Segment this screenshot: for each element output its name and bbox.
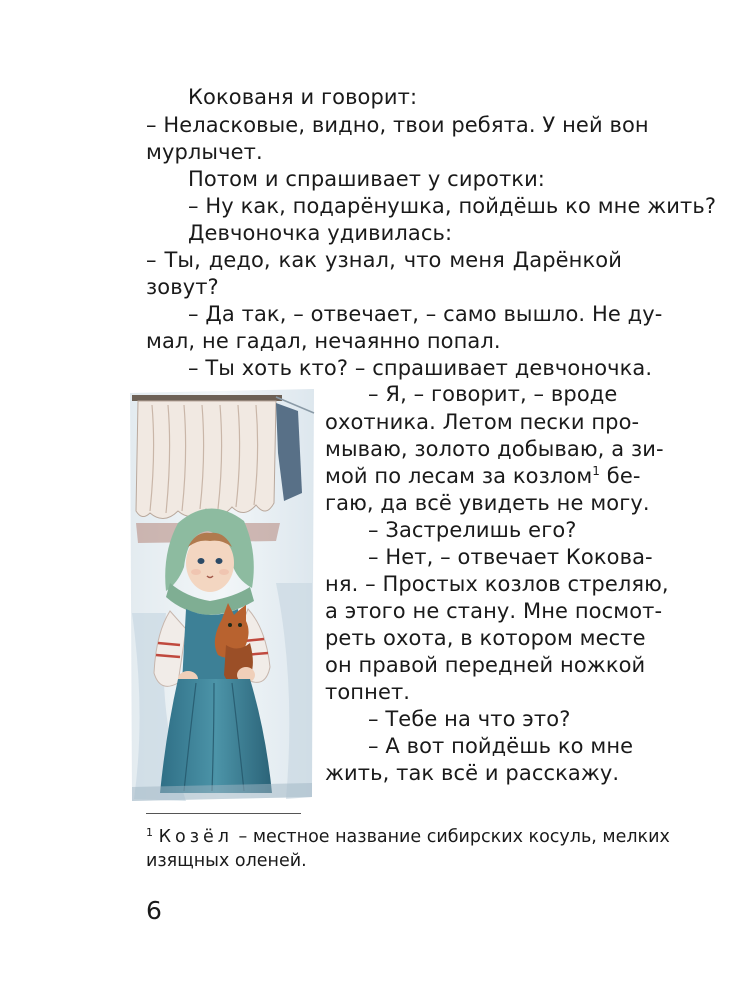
text-line: – Тебе на что это? xyxy=(368,707,571,731)
text-line: гаю, да всё увидеть не могу. xyxy=(325,491,650,515)
text-line: – Неласковые, видно, твои ребята. У ней вон xyxy=(146,113,649,137)
text-fragment: бе- xyxy=(600,464,641,488)
text-line: – Застрелишь его? xyxy=(368,518,577,542)
girl-with-cat-illustration xyxy=(126,383,316,803)
text-line: Кокованя и говорит: xyxy=(188,85,418,109)
text-line: – Ты, дедо, как узнал, что меня Дарёнкой xyxy=(146,248,622,272)
footnote-number: 1 xyxy=(146,826,153,839)
text-fragment: мой по лесам за козлом xyxy=(325,464,593,488)
text-line: – Я, – говорит, – вроде xyxy=(368,382,618,406)
footnote-text-continued: изящных оленей. xyxy=(146,851,307,871)
text-line: реть охота, в котором месте xyxy=(325,626,646,650)
text-line: мурлычет. xyxy=(146,140,263,164)
text-line: Девчоночка удивилась: xyxy=(188,221,453,245)
text-line: – Нет, – отвечает Кокова- xyxy=(368,545,653,569)
footnote-text xyxy=(146,825,670,849)
text-line: охотника. Летом пески про- xyxy=(325,410,640,434)
text-line: а этого не стану. Мне посмот- xyxy=(325,599,663,623)
text-line: – Ты хоть кто? – спрашивает девчоночка. xyxy=(188,356,653,380)
text-line: топнет. xyxy=(325,680,411,704)
text-line: – А вот пойдёшь ко мне xyxy=(368,734,634,758)
footnote-term: Козёл xyxy=(158,827,233,847)
footnote-divider xyxy=(146,813,301,814)
text-line: – Да так, – отвечает, – само вышло. Не ду- xyxy=(188,302,663,326)
text-line: жить, так всё и расскажу. xyxy=(325,761,620,785)
text-line: – Ну как, подарёнушка, пойдёшь ко мне жить? xyxy=(188,194,717,218)
text-line: он правой передней ножкой xyxy=(325,653,646,677)
page-number: 6 xyxy=(146,896,162,925)
text-line: зовут? xyxy=(146,275,219,299)
footnote-definition: – местное название сибирских косуль, мелких xyxy=(232,827,670,847)
text-line xyxy=(325,462,641,490)
text-line: мал, не гадал, нечаянно попал. xyxy=(146,329,501,353)
text-line: мываю, золото добываю, а зи- xyxy=(325,437,664,461)
footnote-mark: 1 xyxy=(592,464,601,478)
text-line: ня. – Простых козлов стреляю, xyxy=(325,572,669,596)
text-line: Потом и спрашивает у сиротки: xyxy=(188,167,545,191)
